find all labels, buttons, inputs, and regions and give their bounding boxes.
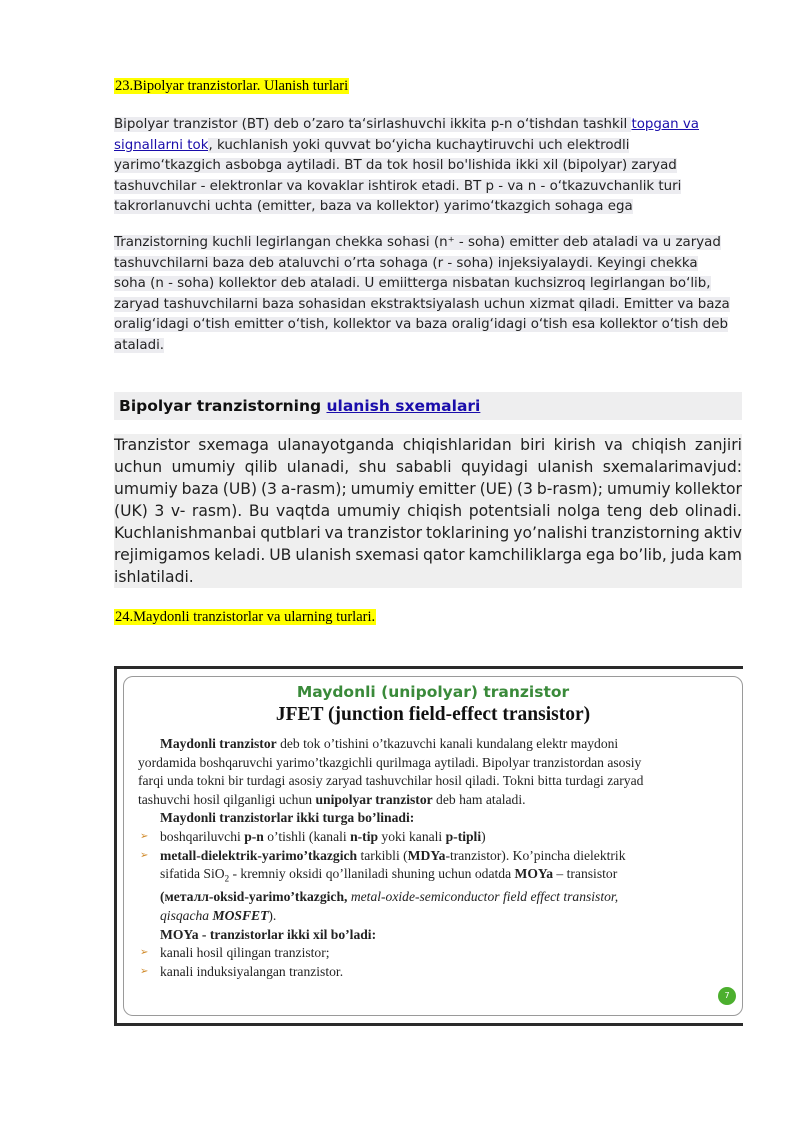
word: ulanayotganda (277, 436, 395, 454)
word: biri (520, 436, 546, 454)
word: keladi. (214, 546, 266, 564)
word: olinadi. (684, 502, 742, 520)
word: umumiy (606, 480, 671, 498)
word: kam (708, 546, 742, 564)
word: (3 (516, 480, 533, 498)
word: juda (670, 546, 705, 564)
word: zanjiri (694, 436, 742, 454)
word: umumiy (171, 458, 236, 476)
word: chiqish (407, 502, 463, 520)
topgan-link[interactable]: topgan va (631, 117, 700, 132)
word: yo’nalishi (513, 524, 588, 542)
ulanish-sxemalari-link[interactable]: ulanish sxemalari (326, 397, 481, 415)
word: toklarining (425, 524, 510, 542)
word: sxemalarimavjud: (602, 458, 742, 476)
slide-bullet: ➢ kanali hosil qilingan tranzistor; (138, 944, 728, 963)
word: (3 (260, 480, 277, 498)
word: teng (606, 502, 643, 520)
word: ulanish (537, 458, 594, 476)
word: sxemasi (355, 546, 419, 564)
slide-line: tashuvchi hosil qilganligi uchun unipolyar tranzistor deb ham ataladi. (138, 791, 526, 807)
word: Kuchlanishmanbai (114, 524, 257, 542)
word: va (324, 524, 344, 542)
slide-line: MOYa - tranzistorlar ikki xil bo’ladi: (160, 926, 377, 942)
word: v- (170, 502, 186, 520)
word: ega (585, 546, 615, 564)
slide-card (123, 676, 743, 1016)
paragraph-line (114, 522, 742, 544)
word: Bu (248, 502, 270, 520)
word: umumiy (336, 502, 401, 520)
word: rejimigamos (114, 546, 211, 564)
word: b-rasm); (536, 480, 604, 498)
slide-title: Maydonli (unipolyar) tranzistor (296, 683, 570, 701)
word: vaqtda (275, 502, 331, 520)
subheading-ulanish-sxemalari: Bipolyar tranzistorning ulanish sxemalari (114, 392, 742, 420)
word: potentsiali (468, 502, 551, 520)
word: ulanish (295, 546, 352, 564)
slide-bullet: ➢ metall-dielektrik-yarimo’tkazgich tarkibli (MDYa-tranzistor). Ko’pincha dielektrik (138, 847, 728, 866)
word: nolga (557, 502, 601, 520)
slide-line: sifatida SiO$_2$ - kremniy oksidi qo’llaniladi shuning uchun odatda MOYa – transistor (160, 866, 618, 884)
signallarni-link[interactable]: signallarni tok (114, 137, 209, 153)
word: UB (269, 546, 292, 564)
word: (UE) (479, 480, 513, 498)
word: baza (181, 480, 219, 498)
slide-line: yordamida boshqaruvchi yarimo’tkazgichli qurilmaga aytiladi. Bipolyar tranzistordan asosiy (138, 754, 642, 770)
word: qator (422, 546, 465, 564)
paragraph-line (114, 434, 742, 456)
word: (UB) (222, 480, 258, 498)
section-23-heading: 23.Bipolyar tranzistorlar. Ulanish turlari (115, 78, 349, 94)
word: sxemaga (198, 436, 269, 454)
word: umumiy (350, 480, 415, 498)
word: tranzistor (347, 524, 423, 542)
word: aktiv (703, 524, 742, 542)
word: tranzistorning (591, 524, 700, 542)
paragraph-2: Tranzistorning kuchli legirlangan chekka sohasi (n⁺ - soha) emitter deb ataladi va u zaryad tashuvchilarni baza deb ataluvchi o’rta sohaga (r - soha) injeksiyalaydi. Keyingi chekka soha (n - soha) kollektor deb ataladi. U emiitterga nisbatan kuchsizroq legirlangan bo‘lib, zaryad tashuvchilarni baza sohasidan ekstraktsiyalash uchun xizmat qiladi. Emitter va baza oralig‘idagi o‘tish emitter o‘tish, kollektor va baza oralig‘idagi o‘tish esa kollektor o‘tish deb ataladi. (114, 235, 730, 353)
slide-bullet: ➢ kanali induksiyalangan tranzistor. (138, 963, 728, 982)
paragraph-line (114, 478, 742, 500)
word: umumiy (114, 480, 178, 498)
word: ulanadi, (286, 458, 350, 476)
word: shu (358, 458, 387, 476)
word: chiqishlaridan (402, 436, 512, 454)
word: kamchiliklarga (468, 546, 582, 564)
word: uchun (114, 458, 163, 476)
paragraph-1: Bipolyar tranzistor (BT) deb o’zaro ta‘sirlashuvchi ikkita p-n o‘tishdan tashkil topgan va signallarni tok, kuchlanish yoki quvvat bo‘yicha kuchaytiruvchi uch elektrodli yarimo‘tkazgich asbobga aytiladi. BT da tok hosil bo'lishida ikki xil (bipolyar) zaryad tashuvchilar - elektronlar va kovaklar ishtirok etadi. BT p - va n - o‘tkazuvchanlik turi takrorlanuvchi uchta (emitter, baza va kollektor) yarimo‘tkazgich sohaga ega (114, 117, 700, 215)
word: bo’lib, (618, 546, 667, 564)
word: 3 (154, 502, 165, 520)
section-24-heading: 24.Maydonli tranzistorlar va ularning turlari. (115, 609, 376, 625)
slide-line: (металл-oksid-yarimo’tkazgich, metal-oxide-semiconductor field effect transistor, (160, 889, 619, 905)
paragraph-3 (114, 434, 742, 588)
slide-body (138, 735, 728, 981)
word: sababli (395, 458, 452, 476)
word: kirish (553, 436, 596, 454)
paragraph-line: ishlatiladi. (114, 568, 194, 586)
word: qutblari (260, 524, 321, 542)
word: deb (649, 502, 679, 520)
word: va (604, 436, 623, 454)
slide-page-badge: 7 (718, 987, 736, 1005)
word: qilib (244, 458, 278, 476)
paragraph-line (114, 500, 742, 522)
paragraph-line (114, 544, 742, 566)
word: Tranzistor (114, 436, 190, 454)
word: kollektor (674, 480, 742, 498)
slide-image (114, 666, 743, 1026)
word: quyidagi (460, 458, 528, 476)
word: rasm). (191, 502, 243, 520)
slide-subtitle: JFET (junction field-effect transistor) (275, 704, 591, 725)
word: a-rasm); (280, 480, 347, 498)
slide-line: Maydonli tranzistor deb tok o’tishini o’tkazuvchi kanali kundalang elektr maydoni (160, 736, 619, 751)
word: emitter (418, 480, 476, 498)
paragraph-line (114, 456, 742, 478)
slide-line: qisqacha MOSFET). (160, 908, 277, 924)
slide-line: farqi unda tokni bir turdagi asosiy zaryad tashuvchilar hosil qiladi. Tokni bitta turdagi zaryad (138, 773, 644, 789)
slide-line: Maydonli tranzistorlar ikki turga bo’linadi: (160, 810, 415, 826)
word: chiqish (631, 436, 687, 454)
slide-bullet: ➢ boshqariluvchi p-n o’tishli (kanali n-tip yoki kanali p-tipli) (138, 828, 728, 847)
word: (UK) (114, 502, 148, 520)
